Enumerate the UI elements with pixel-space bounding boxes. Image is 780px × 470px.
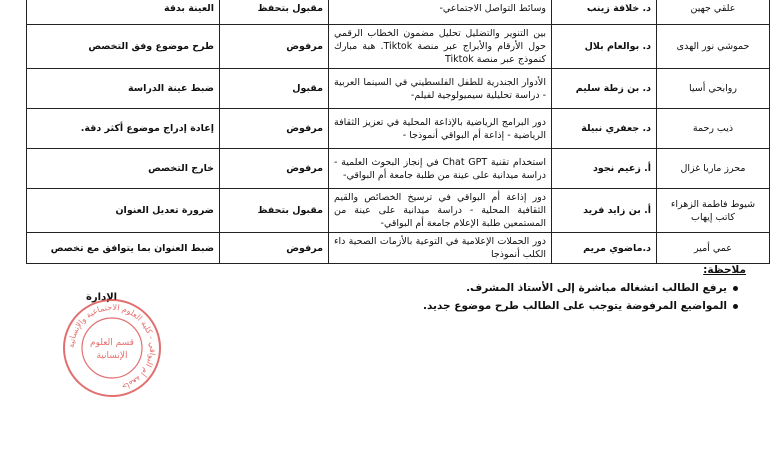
decision-cell: مرفوض <box>220 109 329 149</box>
stamp-center-line: الإنسانية <box>96 351 128 361</box>
admin-label: الإدارة <box>86 292 118 303</box>
table-row <box>27 69 770 109</box>
note-cell: إعادة إدراج موضوع أكثر دقة. <box>27 109 220 149</box>
student-cell: ذيب رحمة <box>657 109 770 149</box>
title-cell: بين التنوير والتضليل تحليل مضمون الخطاب الرقمي حول الأرقام والأبراج عبر منصة Tiktok. هبة مبارك كنموذج عبر منصة Tiktok <box>329 25 552 69</box>
supervisor-cell: د. جعفري نبيلة <box>552 109 657 149</box>
title-cell: وسائط التواصل الاجتماعي- <box>329 0 552 25</box>
department-stamp <box>60 296 164 400</box>
note-text: يرفع الطالب انشغاله مباشرة إلى الأستاذ المشرف. <box>466 282 727 294</box>
decision-cell: مقبول بتحفظ <box>220 0 329 25</box>
title-cell: دور البرامج الرياضية بالإذاعة المحلية في تعزيز الثقافة الرياضية - إذاعة أم البواقي أنموذجا - <box>329 109 552 149</box>
table-row <box>27 189 770 233</box>
stamp-center-line: قسم العلوم <box>90 338 134 348</box>
note-text: المواضيع المرفوضة يتوجب على الطالب طرح موضوع جديد. <box>423 300 727 312</box>
note-item <box>226 300 738 312</box>
note-cell: ضبط العنوان بما يتوافق مع تخصص <box>27 233 220 264</box>
student-cell: محرز ماريا غزال <box>657 149 770 189</box>
decision-cell: مرفوض <box>220 25 329 69</box>
results-table <box>26 0 770 264</box>
decision-cell: مرفوض <box>220 233 329 264</box>
table-row <box>27 25 770 69</box>
student-cell: روابحي أسيا <box>657 69 770 109</box>
supervisor-cell: د. خلافة زينب <box>552 0 657 25</box>
student-cell: شيوط فاطمة الزهراء كاتب إيهاب <box>657 189 770 233</box>
supervisor-cell: د. بوالعام بلال <box>552 25 657 69</box>
note-cell: ضبط عينة الدراسة <box>27 69 220 109</box>
table-row <box>27 149 770 189</box>
table-row <box>27 0 770 25</box>
supervisor-cell: أ. بن زايد فريد <box>552 189 657 233</box>
stamp-outer-text: جامعة أم البواقي - كلية العلوم الاجتماعية والإنسانية <box>66 302 158 392</box>
title-cell: استخدام تقنية Chat GPT في إنجاز البحوث العلمية - دراسة ميدانية على عينة من طلبة جامعة أم البواقي- <box>329 149 552 189</box>
table-row <box>27 109 770 149</box>
supervisor-cell: د. بن زطة سليم <box>552 69 657 109</box>
bullet-icon <box>733 286 738 291</box>
supervisor-cell: د.ماضوي مريم <box>552 233 657 264</box>
decision-cell: مرفوض <box>220 149 329 189</box>
student-cell: علقي جهين <box>657 0 770 25</box>
title-cell: دور الحملات الإعلامية في التوعية بالأزمات الصحية داء الكلب أنموذجا <box>329 233 552 264</box>
table-row <box>27 233 770 264</box>
title-cell: دور إذاعة أم البواقي في ترسيخ الخصائص والقيم الثقافية المحلية - دراسة ميدانية على عينة من المستمعين طلبة الإعلام جامعة أم البواقي- <box>329 189 552 233</box>
title-cell: الأدوار الجندرية للطفل الفلسطيني في السينما العربية - دراسة تحليلية سيميولوجية لفيلم- <box>329 69 552 109</box>
notes-section <box>226 264 746 312</box>
bullet-icon <box>733 304 738 309</box>
note-cell: العينة بدقة <box>27 0 220 25</box>
note-cell: طرح موضوع وفق التخصص <box>27 25 220 69</box>
supervisor-cell: أ. زعيم نجود <box>552 149 657 189</box>
student-cell: عمي أمير <box>657 233 770 264</box>
student-cell: حموشي نور الهدى <box>657 25 770 69</box>
decision-cell: مقبول بتحفظ <box>220 189 329 233</box>
note-cell: ضرورة تعديل العنوان <box>27 189 220 233</box>
decision-cell: مقبول <box>220 69 329 109</box>
note-cell: خارج التخصص <box>27 149 220 189</box>
notes-heading: ملاحظة: <box>703 264 746 276</box>
note-item <box>226 282 738 294</box>
